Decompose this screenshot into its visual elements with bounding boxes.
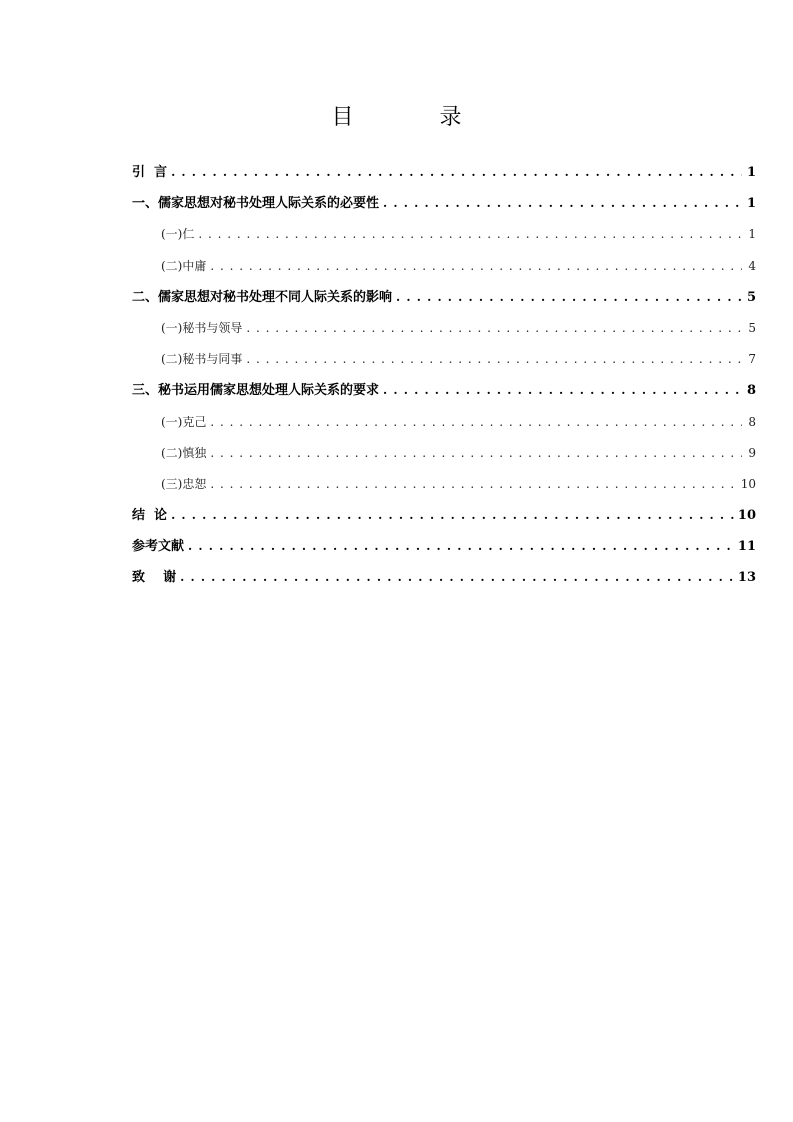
toc-entry-label: 一、儒家思想对秘书处理人际关系的必要性 [132,196,380,212]
toc-entry-label: 二、儒家思想对秘书处理不同人际关系的影响 [132,289,393,305]
toc-dot-leader [171,505,734,525]
toc-entry-label: 参考文献 [132,539,185,555]
toc-dot-leader [383,380,742,400]
toc-dot-leader [198,224,742,244]
toc-entry-label: (一)仁 [161,227,195,242]
toc-entry-label: (三)忠恕 [161,476,207,491]
toc-list [132,162,756,599]
toc-entry-page-number: 8 [748,414,756,429]
toc-entry-page-number: 8 [746,383,756,399]
toc-entry-section-3-1[interactable] [132,412,756,443]
toc-dot-leader [210,256,742,276]
toc-entry-section-1-2[interactable] [132,256,756,287]
toc-dot-leader [180,567,734,587]
toc-dot-leader [210,443,742,463]
toc-entry-page-number: 1 [748,227,756,242]
toc-title: 目 录 [331,105,486,130]
toc-dot-leader [246,349,742,369]
toc-entry-page-number: 5 [746,289,756,305]
toc-entry-page-number: 1 [746,196,756,212]
toc-entry-section-2-2[interactable] [132,349,756,380]
toc-entry-section-1-1[interactable] [132,224,756,255]
toc-entry-label: (二)中庸 [161,258,207,273]
toc-entry-page-number: 10 [740,476,756,491]
toc-entry-label: 三、秘书运用儒家思想处理人际关系的要求 [132,383,380,399]
toc-entry-label: (二)慎独 [161,445,207,460]
toc-entry-page-number: 13 [737,570,756,586]
toc-entry-label: (二)秘书与同事 [161,352,243,367]
toc-entry-page-number: 9 [748,445,756,460]
toc-dot-leader [383,193,742,213]
toc-dot-leader [396,287,742,307]
toc-entry-page-number: 10 [737,508,756,524]
toc-entry-references[interactable] [132,536,756,567]
toc-entry-chapter-1[interactable] [132,193,756,224]
toc-entry-introduction[interactable] [132,162,756,193]
toc-entry-page-number: 11 [737,539,756,555]
toc-entry-label: 结 论 [132,508,168,524]
toc-dot-leader [246,318,742,338]
toc-dot-leader [188,536,734,556]
toc-entry-conclusion[interactable] [132,505,756,536]
toc-entry-chapter-3[interactable] [132,380,756,411]
toc-entry-page-number: 1 [746,165,756,180]
toc-entry-page-number: 4 [748,258,756,273]
toc-dot-leader [210,412,742,432]
toc-entry-label: (一)秘书与领导 [161,320,243,335]
toc-entry-label: (一)克己 [161,414,207,429]
toc-dot-leader [210,474,736,494]
toc-entry-label: 致 谢 [132,570,177,586]
toc-entry-page-number: 5 [748,320,756,335]
toc-entry-section-3-2[interactable] [132,443,756,474]
toc-entry-acknowledgements[interactable] [132,567,756,598]
toc-entry-section-2-1[interactable] [132,318,756,349]
toc-entry-label: 引 言 [132,165,168,180]
toc-entry-chapter-2[interactable] [132,287,756,318]
toc-entry-page-number: 7 [748,352,756,367]
toc-dot-leader [171,162,742,182]
toc-entry-section-3-3[interactable] [132,474,756,505]
